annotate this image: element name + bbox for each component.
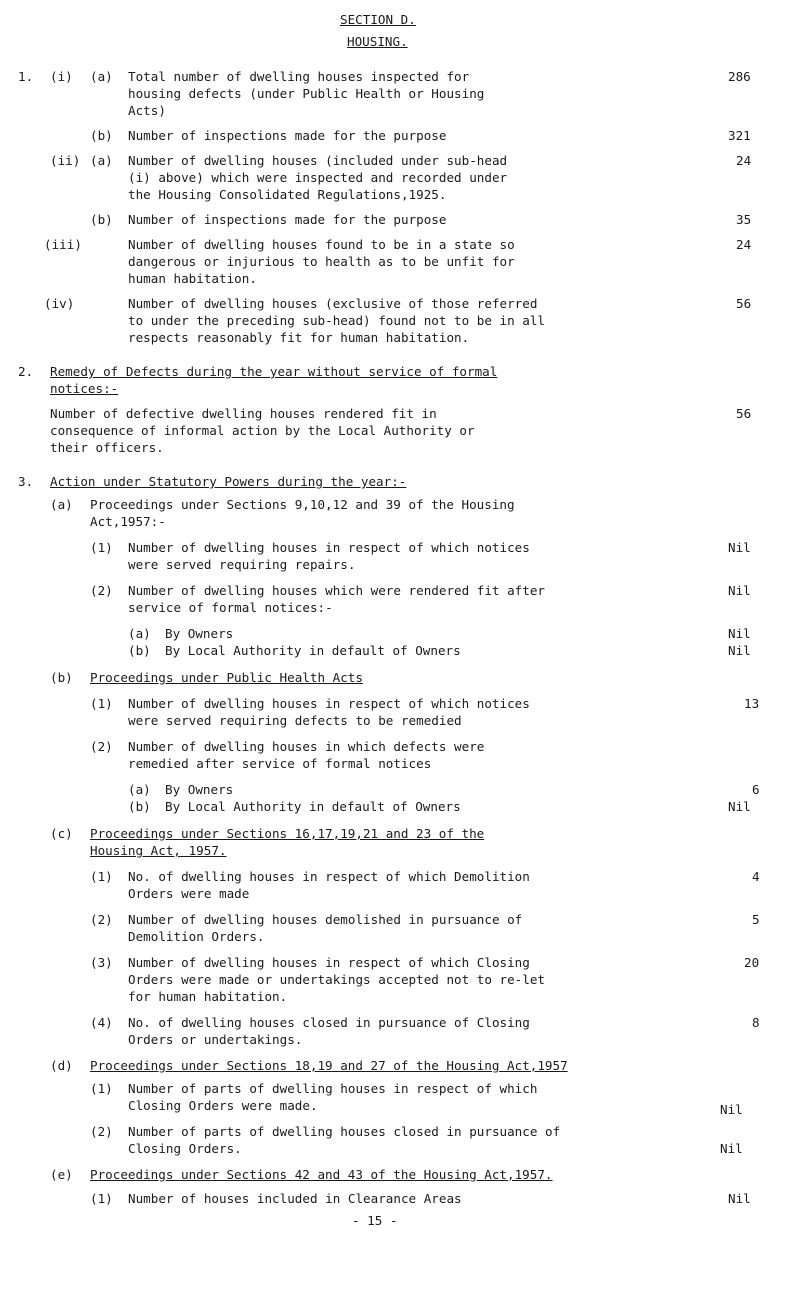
item-text: Orders were made bbox=[128, 886, 250, 901]
item-text: Number of dwelling houses which were rendered fit after bbox=[128, 583, 546, 598]
item-label: (a) bbox=[128, 782, 151, 797]
item-text: Number of inspections made for the purpose bbox=[128, 212, 447, 227]
item-label: (a) bbox=[128, 626, 151, 641]
item-text: their officers. bbox=[50, 440, 164, 455]
item-text: Closing Orders were made. bbox=[128, 1098, 318, 1113]
item-label: (e) bbox=[50, 1167, 73, 1182]
item-value: 13 bbox=[744, 696, 760, 711]
item-text: Number of dwelling houses (included under sub-head bbox=[128, 153, 508, 168]
section-heading: Action under Statutory Powers during the year:- bbox=[50, 474, 407, 489]
item-label: (d) bbox=[50, 1058, 73, 1073]
item-label: (1) bbox=[90, 540, 113, 555]
item-text: No. of dwelling houses closed in pursuance of Closing bbox=[128, 1015, 530, 1030]
item-value: 5 bbox=[752, 912, 760, 927]
item-label: (c) bbox=[50, 826, 73, 841]
item-text: Number of defective dwelling houses rendered fit in bbox=[50, 406, 437, 421]
item-value: Nil bbox=[728, 1191, 751, 1206]
item-text: consequence of informal action by the Local Authority or bbox=[50, 423, 475, 438]
item-label: (b) bbox=[50, 670, 73, 685]
section-heading: SECTION D. bbox=[340, 12, 416, 27]
item-text: Number of parts of dwelling houses closed in pursuance of bbox=[128, 1124, 561, 1139]
item-text: Number of dwelling houses in which defects were bbox=[128, 739, 485, 754]
item-label: (b) bbox=[90, 128, 113, 143]
item-text: Number of dwelling houses (exclusive of those referred bbox=[128, 296, 538, 311]
subsection-heading: Proceedings under Sections 9,10,12 and 39 of the Housing bbox=[90, 497, 515, 512]
item-text: Number of parts of dwelling houses in respect of which bbox=[128, 1081, 538, 1096]
item-text: Number of inspections made for the purpose bbox=[128, 128, 447, 143]
subsection-heading: Proceedings under Public Health Acts bbox=[90, 670, 363, 685]
item-text: Closing Orders. bbox=[128, 1141, 242, 1156]
subsection-heading: Proceedings under Sections 18,19 and 27 of the Housing Act,1957 bbox=[90, 1058, 568, 1073]
item-label: (1) bbox=[90, 696, 113, 711]
item-label: (2) bbox=[90, 912, 113, 927]
item-value: 56 bbox=[736, 296, 752, 311]
item-label: (iii) bbox=[44, 237, 82, 252]
item-label: (a) bbox=[90, 153, 113, 168]
item-text: Number of dwelling houses demolished in pursuance of bbox=[128, 912, 523, 927]
item-value: Nil bbox=[728, 540, 751, 555]
item-label: (2) bbox=[90, 1124, 113, 1139]
item-text: Number of dwelling houses in respect of which notices bbox=[128, 540, 530, 555]
item-number: 3. bbox=[18, 474, 34, 489]
item-text: were served requiring repairs. bbox=[128, 557, 356, 572]
item-text: human habitation. bbox=[128, 271, 257, 286]
item-value: Nil bbox=[728, 799, 751, 814]
item-text: By Local Authority in default of Owners bbox=[165, 643, 461, 658]
item-number: 1. bbox=[18, 69, 34, 84]
item-label: (1) bbox=[90, 1191, 113, 1206]
item-text: to under the preceding sub-head) found not to be in all bbox=[128, 313, 546, 328]
item-label: (a) bbox=[90, 69, 113, 84]
subsection-heading: Proceedings under Sections 42 and 43 of the Housing Act,1957. bbox=[90, 1167, 553, 1182]
subsection-heading: Housing Act, 1957. bbox=[90, 843, 227, 858]
item-label: (iv) bbox=[44, 296, 75, 311]
item-label: (b) bbox=[128, 643, 151, 658]
item-label: (b) bbox=[90, 212, 113, 227]
subsection-heading: Act,1957:- bbox=[90, 514, 166, 529]
subsection-heading: Proceedings under Sections 16,17,19,21 and 23 of the bbox=[90, 826, 485, 841]
item-value: 321 bbox=[728, 128, 751, 143]
item-value: 6 bbox=[752, 782, 760, 797]
item-text: Number of houses included in Clearance Areas bbox=[128, 1191, 462, 1206]
item-text: No. of dwelling houses in respect of which Demolition bbox=[128, 869, 530, 884]
item-text: Total number of dwelling houses inspected for bbox=[128, 69, 470, 84]
item-value: Nil bbox=[728, 626, 751, 641]
item-text: Acts) bbox=[128, 103, 166, 118]
item-text: housing defects (under Public Health or Housing bbox=[128, 86, 485, 101]
item-text: remedied after service of formal notices bbox=[128, 756, 432, 771]
item-label: (2) bbox=[90, 583, 113, 598]
item-text: were served requiring defects to be remedied bbox=[128, 713, 462, 728]
item-label: (b) bbox=[128, 799, 151, 814]
item-value: 20 bbox=[744, 955, 760, 970]
page-number: - 15 - bbox=[352, 1213, 398, 1228]
item-label: (1) bbox=[90, 869, 113, 884]
item-text: By Local Authority in default of Owners bbox=[165, 799, 461, 814]
item-value: Nil bbox=[720, 1141, 743, 1156]
item-label: (4) bbox=[90, 1015, 113, 1030]
item-value: Nil bbox=[728, 643, 751, 658]
item-text: Number of dwelling houses in respect of which notices bbox=[128, 696, 530, 711]
item-text: respects reasonably fit for human habitation. bbox=[128, 330, 470, 345]
item-text: (i) above) which were inspected and recorded under bbox=[128, 170, 508, 185]
item-label: (i) bbox=[50, 69, 73, 84]
item-number: 2. bbox=[18, 364, 34, 379]
item-text: Orders were made or undertakings accepted not to re-let bbox=[128, 972, 546, 987]
item-value: 35 bbox=[736, 212, 752, 227]
item-value: 56 bbox=[736, 406, 752, 421]
item-label: (1) bbox=[90, 1081, 113, 1096]
item-text: service of formal notices:- bbox=[128, 600, 333, 615]
item-text: By Owners bbox=[165, 782, 234, 797]
section-heading: notices:- bbox=[50, 381, 119, 396]
section-heading: Remedy of Defects during the year without service of formal bbox=[50, 364, 498, 379]
item-text: Number of dwelling houses found to be in a state so bbox=[128, 237, 515, 252]
item-text: Orders or undertakings. bbox=[128, 1032, 303, 1047]
item-value: 8 bbox=[752, 1015, 760, 1030]
item-label: (3) bbox=[90, 955, 113, 970]
item-label: (ii) bbox=[50, 153, 81, 168]
item-text: the Housing Consolidated Regulations,1925. bbox=[128, 187, 447, 202]
item-label: (a) bbox=[50, 497, 73, 512]
item-text: dangerous or injurious to health as to be unfit for bbox=[128, 254, 515, 269]
item-text: Number of dwelling houses in respect of which Closing bbox=[128, 955, 530, 970]
item-value: 24 bbox=[736, 153, 752, 168]
item-value: Nil bbox=[720, 1102, 743, 1117]
item-text: Demolition Orders. bbox=[128, 929, 265, 944]
item-text: for human habitation. bbox=[128, 989, 288, 1004]
item-value: 286 bbox=[728, 69, 751, 84]
item-value: 24 bbox=[736, 237, 752, 252]
item-label: (2) bbox=[90, 739, 113, 754]
item-value: Nil bbox=[728, 583, 751, 598]
item-text: By Owners bbox=[165, 626, 234, 641]
page-title: HOUSING. bbox=[347, 34, 408, 49]
item-value: 4 bbox=[752, 869, 760, 884]
